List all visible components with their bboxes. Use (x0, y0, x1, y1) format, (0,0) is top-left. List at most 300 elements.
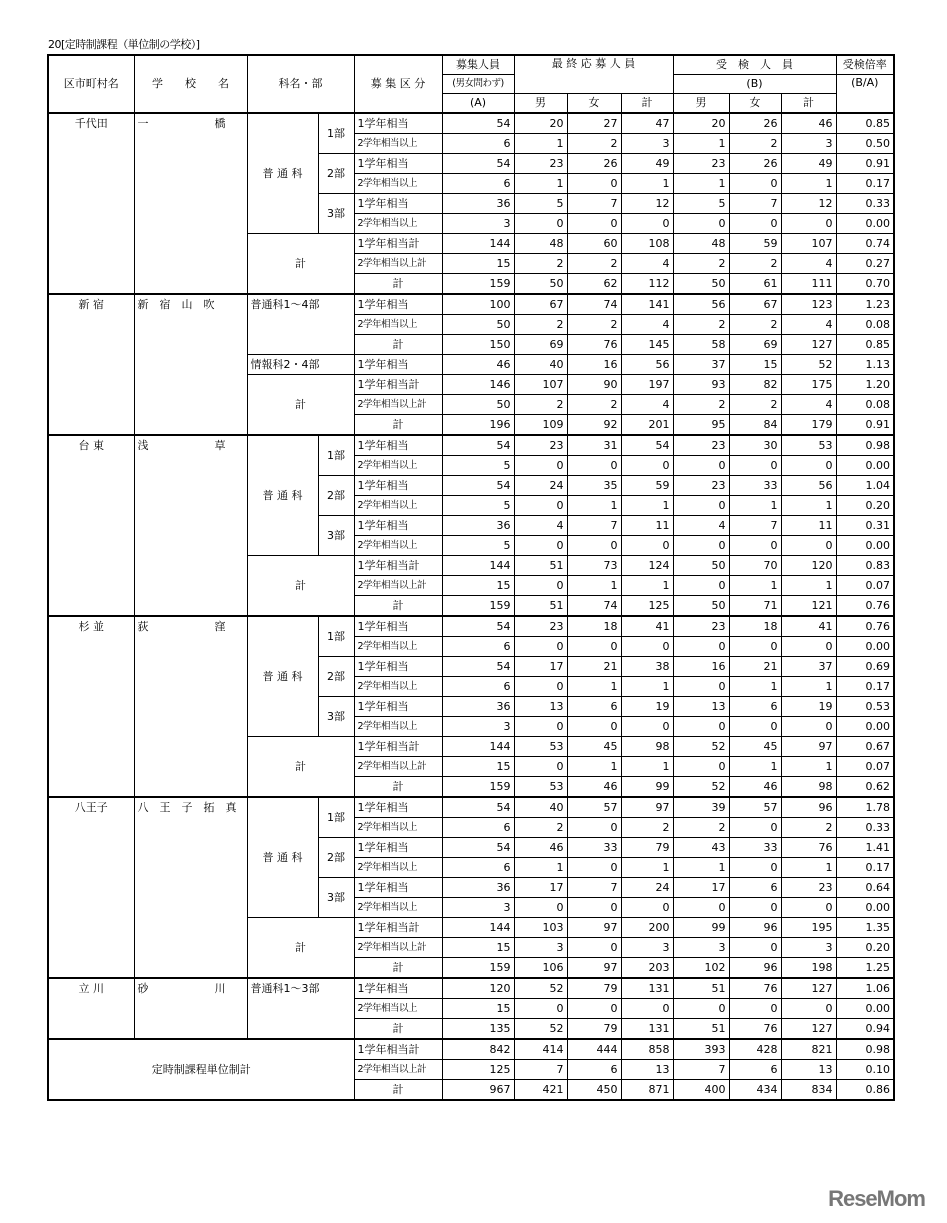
cell-capacity: 3 (442, 214, 514, 234)
cell-exam-female: 30 (729, 435, 781, 456)
kubun-cell: 2学年相当以上 (354, 677, 442, 697)
cell-app-male: 1 (514, 134, 567, 154)
cell-exam-female: 0 (729, 717, 781, 737)
cell-capacity: 54 (442, 154, 514, 174)
cell-ratio: 0.27 (836, 254, 894, 274)
subject-cell: 普 通 科 (247, 435, 318, 556)
cell-ratio: 0.33 (836, 818, 894, 838)
cell-ratio: 0.76 (836, 616, 894, 637)
cell-capacity: 3 (442, 717, 514, 737)
cell-ratio: 0.67 (836, 737, 894, 757)
kubun-cell: 計 (354, 958, 442, 979)
subject-cell: 計 (247, 918, 354, 979)
part-cell: 1部 (318, 616, 354, 657)
cell-exam-total: 1 (781, 174, 836, 194)
cell-exam-total: 53 (781, 435, 836, 456)
cell-app-male: 17 (514, 878, 567, 898)
cell-ratio: 0.08 (836, 315, 894, 335)
cell-exam-total: 0 (781, 898, 836, 918)
cell-app-male: 0 (514, 717, 567, 737)
cell-exam-female: 2 (729, 315, 781, 335)
header-exam-male: 男 (673, 94, 729, 114)
cell-exam-total: 4 (781, 315, 836, 335)
region-cell: 新 宿 (48, 294, 134, 435)
cell-app-male: 2 (514, 395, 567, 415)
cell-exam-male: 7 (673, 1060, 729, 1080)
cell-app-female: 90 (567, 375, 621, 395)
cell-app-male: 1 (514, 858, 567, 878)
header-applicants: 最 終 応 募 人 員 (514, 55, 673, 94)
cell-capacity: 15 (442, 254, 514, 274)
cell-app-male: 1 (514, 174, 567, 194)
cell-exam-total: 121 (781, 596, 836, 617)
resemom-watermark-logo: ReseMom (828, 1186, 925, 1211)
cell-app-female: 1 (567, 496, 621, 516)
cell-capacity: 15 (442, 757, 514, 777)
cell-exam-female: 2 (729, 395, 781, 415)
cell-capacity: 146 (442, 375, 514, 395)
cell-exam-male: 23 (673, 616, 729, 637)
cell-exam-female: 82 (729, 375, 781, 395)
cell-exam-total: 821 (781, 1039, 836, 1060)
cell-app-male: 0 (514, 576, 567, 596)
cell-ratio: 0.94 (836, 1019, 894, 1040)
kubun-cell: 1学年相当 (354, 476, 442, 496)
cell-app-total: 97 (621, 797, 673, 818)
kubun-cell: 計 (354, 1019, 442, 1040)
grand-total-row (48, 1039, 894, 1060)
cell-exam-female: 2 (729, 134, 781, 154)
cell-ratio: 0.00 (836, 456, 894, 476)
cell-app-male: 109 (514, 415, 567, 436)
cell-ratio: 0.85 (836, 113, 894, 134)
cell-ratio: 0.74 (836, 234, 894, 254)
cell-exam-male: 99 (673, 918, 729, 938)
cell-exam-male: 43 (673, 838, 729, 858)
cell-exam-male: 0 (673, 999, 729, 1019)
cell-exam-total: 52 (781, 355, 836, 375)
part-cell: 1部 (318, 797, 354, 838)
cell-app-female: 0 (567, 898, 621, 918)
cell-exam-male: 0 (673, 757, 729, 777)
kubun-cell: 1学年相当 (354, 978, 442, 999)
header-kubun: 募 集 区 分 (354, 55, 442, 113)
cell-exam-male: 2 (673, 395, 729, 415)
cell-exam-total: 98 (781, 777, 836, 798)
cell-ratio: 0.00 (836, 898, 894, 918)
subject-cell: 普通科1～3部 (247, 978, 354, 1039)
cell-app-total: 3 (621, 938, 673, 958)
table-row (48, 294, 894, 315)
region-cell: 杉 並 (48, 616, 134, 797)
cell-exam-female: 6 (729, 878, 781, 898)
cell-exam-male: 50 (673, 556, 729, 576)
cell-exam-female: 21 (729, 657, 781, 677)
cell-app-male: 2 (514, 254, 567, 274)
cell-ratio: 0.62 (836, 777, 894, 798)
cell-exam-female: 1 (729, 677, 781, 697)
cell-ratio: 1.35 (836, 918, 894, 938)
cell-app-male: 40 (514, 355, 567, 375)
cell-app-total: 49 (621, 154, 673, 174)
kubun-cell: 2学年相当以上 (354, 456, 442, 476)
cell-app-total: 0 (621, 999, 673, 1019)
cell-capacity: 3 (442, 898, 514, 918)
cell-ratio: 0.07 (836, 757, 894, 777)
cell-exam-female: 33 (729, 838, 781, 858)
cell-app-total: 0 (621, 214, 673, 234)
cell-app-total: 1 (621, 757, 673, 777)
cell-ratio: 0.07 (836, 576, 894, 596)
cell-capacity: 6 (442, 677, 514, 697)
cell-capacity: 46 (442, 355, 514, 375)
cell-exam-male: 400 (673, 1080, 729, 1101)
cell-exam-total: 11 (781, 516, 836, 536)
cell-app-female: 27 (567, 113, 621, 134)
header-capacity: 募集人員 (442, 55, 514, 75)
cell-capacity: 6 (442, 818, 514, 838)
school-cell: 荻 窪 (134, 616, 247, 797)
cell-ratio: 0.17 (836, 174, 894, 194)
cell-exam-female: 0 (729, 858, 781, 878)
cell-exam-female: 0 (729, 818, 781, 838)
cell-exam-female: 45 (729, 737, 781, 757)
cell-exam-male: 2 (673, 254, 729, 274)
cell-exam-total: 19 (781, 697, 836, 717)
cell-exam-male: 1 (673, 134, 729, 154)
cell-app-total: 124 (621, 556, 673, 576)
cell-app-total: 0 (621, 898, 673, 918)
cell-app-female: 0 (567, 818, 621, 838)
cell-ratio: 1.25 (836, 958, 894, 979)
cell-exam-male: 58 (673, 335, 729, 355)
cell-app-female: 31 (567, 435, 621, 456)
part-cell: 3部 (318, 194, 354, 234)
cell-exam-total: 198 (781, 958, 836, 979)
kubun-cell: 1学年相当計 (354, 556, 442, 576)
cell-capacity: 54 (442, 616, 514, 637)
cell-exam-total: 1 (781, 858, 836, 878)
cell-exam-total: 834 (781, 1080, 836, 1101)
kubun-cell: 2学年相当以上計 (354, 395, 442, 415)
cell-app-female: 35 (567, 476, 621, 496)
region-cell: 立 川 (48, 978, 134, 1039)
cell-app-total: 24 (621, 878, 673, 898)
cell-ratio: 0.86 (836, 1080, 894, 1101)
cell-exam-total: 23 (781, 878, 836, 898)
cell-app-female: 450 (567, 1080, 621, 1101)
cell-exam-female: 0 (729, 637, 781, 657)
cell-exam-total: 13 (781, 1060, 836, 1080)
cell-app-male: 51 (514, 596, 567, 617)
cell-app-female: 79 (567, 1019, 621, 1040)
cell-exam-male: 95 (673, 415, 729, 436)
cell-ratio: 0.64 (836, 878, 894, 898)
cell-capacity: 842 (442, 1039, 514, 1060)
subject-cell: 計 (247, 234, 354, 295)
school-cell: 一 橋 (134, 113, 247, 294)
cell-app-total: 141 (621, 294, 673, 315)
cell-app-total: 38 (621, 657, 673, 677)
region-cell: 八王子 (48, 797, 134, 978)
cell-exam-female: 70 (729, 556, 781, 576)
cell-exam-total: 195 (781, 918, 836, 938)
cell-app-female: 1 (567, 757, 621, 777)
cell-exam-total: 127 (781, 1019, 836, 1040)
kubun-cell: 1学年相当 (354, 435, 442, 456)
cell-capacity: 125 (442, 1060, 514, 1080)
cell-exam-male: 0 (673, 637, 729, 657)
cell-app-female: 74 (567, 596, 621, 617)
cell-ratio: 0.85 (836, 335, 894, 355)
cell-capacity: 36 (442, 878, 514, 898)
header-ratio: 受検倍率 (836, 55, 894, 75)
cell-exam-total: 37 (781, 657, 836, 677)
cell-app-male: 40 (514, 797, 567, 818)
cell-exam-total: 0 (781, 717, 836, 737)
cell-app-female: 97 (567, 918, 621, 938)
cell-exam-total: 49 (781, 154, 836, 174)
cell-app-male: 103 (514, 918, 567, 938)
part-cell: 3部 (318, 697, 354, 737)
cell-capacity: 36 (442, 516, 514, 536)
cell-app-total: 131 (621, 1019, 673, 1040)
cell-app-female: 97 (567, 958, 621, 979)
cell-app-female: 0 (567, 858, 621, 878)
cell-exam-female: 1 (729, 757, 781, 777)
kubun-cell: 計 (354, 1080, 442, 1101)
cell-exam-male: 0 (673, 898, 729, 918)
cell-ratio: 0.70 (836, 274, 894, 295)
cell-capacity: 54 (442, 797, 514, 818)
cell-exam-male: 13 (673, 697, 729, 717)
part-cell: 2部 (318, 657, 354, 697)
cell-exam-male: 23 (673, 476, 729, 496)
cell-app-female: 0 (567, 456, 621, 476)
cell-app-total: 145 (621, 335, 673, 355)
cell-app-total: 1 (621, 496, 673, 516)
cell-app-male: 2 (514, 315, 567, 335)
header-app-total: 計 (621, 94, 673, 114)
cell-exam-female: 0 (729, 456, 781, 476)
cell-capacity: 54 (442, 113, 514, 134)
kubun-cell: 計 (354, 777, 442, 798)
subject-cell: 普 通 科 (247, 616, 318, 737)
cell-app-total: 99 (621, 777, 673, 798)
cell-exam-total: 3 (781, 938, 836, 958)
cell-capacity: 144 (442, 918, 514, 938)
cell-app-male: 52 (514, 978, 567, 999)
cell-exam-male: 2 (673, 818, 729, 838)
cell-app-female: 0 (567, 536, 621, 556)
cell-app-total: 79 (621, 838, 673, 858)
cell-capacity: 144 (442, 556, 514, 576)
cell-ratio: 1.20 (836, 375, 894, 395)
cell-ratio: 1.23 (836, 294, 894, 315)
cell-app-female: 0 (567, 938, 621, 958)
cell-ratio: 0.91 (836, 415, 894, 436)
cell-app-total: 125 (621, 596, 673, 617)
table-row (48, 616, 894, 637)
cell-app-male: 53 (514, 777, 567, 798)
kubun-cell: 2学年相当以上 (354, 496, 442, 516)
cell-app-male: 52 (514, 1019, 567, 1040)
cell-app-male: 69 (514, 335, 567, 355)
cell-capacity: 5 (442, 456, 514, 476)
school-cell: 浅 草 (134, 435, 247, 616)
cell-app-total: 4 (621, 395, 673, 415)
cell-capacity: 120 (442, 978, 514, 999)
cell-exam-male: 0 (673, 456, 729, 476)
cell-exam-male: 52 (673, 737, 729, 757)
cell-ratio: 0.76 (836, 596, 894, 617)
cell-exam-female: 59 (729, 234, 781, 254)
kubun-cell: 2学年相当以上 (354, 858, 442, 878)
cell-app-male: 20 (514, 113, 567, 134)
cell-app-female: 60 (567, 234, 621, 254)
cell-exam-female: 57 (729, 797, 781, 818)
kubun-cell: 1学年相当 (354, 294, 442, 315)
cell-ratio: 0.53 (836, 697, 894, 717)
part-cell: 3部 (318, 878, 354, 918)
cell-exam-male: 16 (673, 657, 729, 677)
cell-ratio: 0.20 (836, 496, 894, 516)
header-school: 学 校 名 (134, 55, 247, 113)
cell-app-female: 0 (567, 214, 621, 234)
cell-app-male: 3 (514, 938, 567, 958)
cell-exam-female: 15 (729, 355, 781, 375)
cell-app-male: 23 (514, 616, 567, 637)
cell-capacity: 6 (442, 858, 514, 878)
cell-exam-female: 71 (729, 596, 781, 617)
grand-total-label: 定時制課程単位制計 (48, 1039, 354, 1100)
cell-exam-total: 12 (781, 194, 836, 214)
cell-exam-total: 76 (781, 838, 836, 858)
cell-exam-female: 0 (729, 999, 781, 1019)
cell-exam-female: 2 (729, 254, 781, 274)
cell-app-total: 13 (621, 1060, 673, 1080)
cell-app-total: 858 (621, 1039, 673, 1060)
cell-ratio: 0.17 (836, 858, 894, 878)
subject-cell: 情報科2・4部 (247, 355, 354, 375)
cell-app-male: 0 (514, 456, 567, 476)
cell-app-total: 203 (621, 958, 673, 979)
cell-exam-total: 1 (781, 496, 836, 516)
cell-app-total: 0 (621, 536, 673, 556)
cell-capacity: 159 (442, 777, 514, 798)
cell-exam-female: 7 (729, 516, 781, 536)
kubun-cell: 2学年相当以上計 (354, 757, 442, 777)
school-cell: 砂 川 (134, 978, 247, 1039)
cell-exam-male: 102 (673, 958, 729, 979)
cell-exam-male: 5 (673, 194, 729, 214)
cell-exam-total: 127 (781, 978, 836, 999)
cell-exam-female: 69 (729, 335, 781, 355)
cell-app-total: 108 (621, 234, 673, 254)
cell-app-female: 2 (567, 395, 621, 415)
cell-exam-female: 0 (729, 174, 781, 194)
cell-app-female: 16 (567, 355, 621, 375)
cell-app-female: 73 (567, 556, 621, 576)
kubun-cell: 2学年相当以上 (354, 214, 442, 234)
cell-capacity: 36 (442, 194, 514, 214)
cell-app-female: 6 (567, 1060, 621, 1080)
cell-app-female: 18 (567, 616, 621, 637)
cell-exam-total: 120 (781, 556, 836, 576)
cell-capacity: 15 (442, 576, 514, 596)
kubun-cell: 1学年相当計 (354, 234, 442, 254)
cell-exam-female: 96 (729, 958, 781, 979)
kubun-cell: 1学年相当 (354, 154, 442, 174)
cell-app-total: 19 (621, 697, 673, 717)
cell-exam-female: 61 (729, 274, 781, 295)
subject-cell: 普 通 科 (247, 797, 318, 918)
cell-exam-total: 179 (781, 415, 836, 436)
cell-exam-female: 434 (729, 1080, 781, 1101)
cell-capacity: 150 (442, 335, 514, 355)
cell-ratio: 0.00 (836, 999, 894, 1019)
part-cell: 1部 (318, 435, 354, 476)
cell-exam-female: 26 (729, 113, 781, 134)
cell-app-female: 45 (567, 737, 621, 757)
cell-exam-total: 4 (781, 254, 836, 274)
cell-app-male: 53 (514, 737, 567, 757)
kubun-cell: 2学年相当以上 (354, 637, 442, 657)
cell-app-male: 0 (514, 999, 567, 1019)
cell-ratio: 0.17 (836, 677, 894, 697)
kubun-cell: 1学年相当 (354, 657, 442, 677)
cell-app-total: 112 (621, 274, 673, 295)
cell-app-female: 7 (567, 516, 621, 536)
cell-capacity: 5 (442, 496, 514, 516)
cell-exam-male: 1 (673, 858, 729, 878)
cell-exam-male: 2 (673, 315, 729, 335)
cell-ratio: 0.08 (836, 395, 894, 415)
cell-capacity: 50 (442, 315, 514, 335)
cell-app-male: 0 (514, 898, 567, 918)
cell-ratio: 1.41 (836, 838, 894, 858)
subject-cell: 普 通 科 (247, 113, 318, 234)
cell-app-total: 59 (621, 476, 673, 496)
cell-exam-female: 76 (729, 978, 781, 999)
cell-exam-female: 7 (729, 194, 781, 214)
cell-app-total: 41 (621, 616, 673, 637)
kubun-cell: 1学年相当 (354, 113, 442, 134)
cell-app-total: 197 (621, 375, 673, 395)
cell-exam-total: 46 (781, 113, 836, 134)
cell-app-female: 79 (567, 978, 621, 999)
cell-ratio: 1.04 (836, 476, 894, 496)
cell-app-total: 0 (621, 456, 673, 476)
cell-exam-male: 50 (673, 274, 729, 295)
header-subject: 科名・部 (247, 55, 354, 113)
cell-exam-total: 1 (781, 677, 836, 697)
cell-app-total: 1 (621, 174, 673, 194)
kubun-cell: 2学年相当以上計 (354, 576, 442, 596)
cell-app-female: 2 (567, 134, 621, 154)
cell-capacity: 6 (442, 637, 514, 657)
kubun-cell: 計 (354, 596, 442, 617)
cell-app-total: 0 (621, 717, 673, 737)
cell-exam-female: 18 (729, 616, 781, 637)
cell-ratio: 1.06 (836, 978, 894, 999)
kubun-cell: 2学年相当以上 (354, 999, 442, 1019)
cell-exam-female: 1 (729, 496, 781, 516)
cell-ratio: 0.00 (836, 717, 894, 737)
cell-exam-male: 0 (673, 536, 729, 556)
cell-ratio: 0.33 (836, 194, 894, 214)
cell-app-total: 1 (621, 677, 673, 697)
